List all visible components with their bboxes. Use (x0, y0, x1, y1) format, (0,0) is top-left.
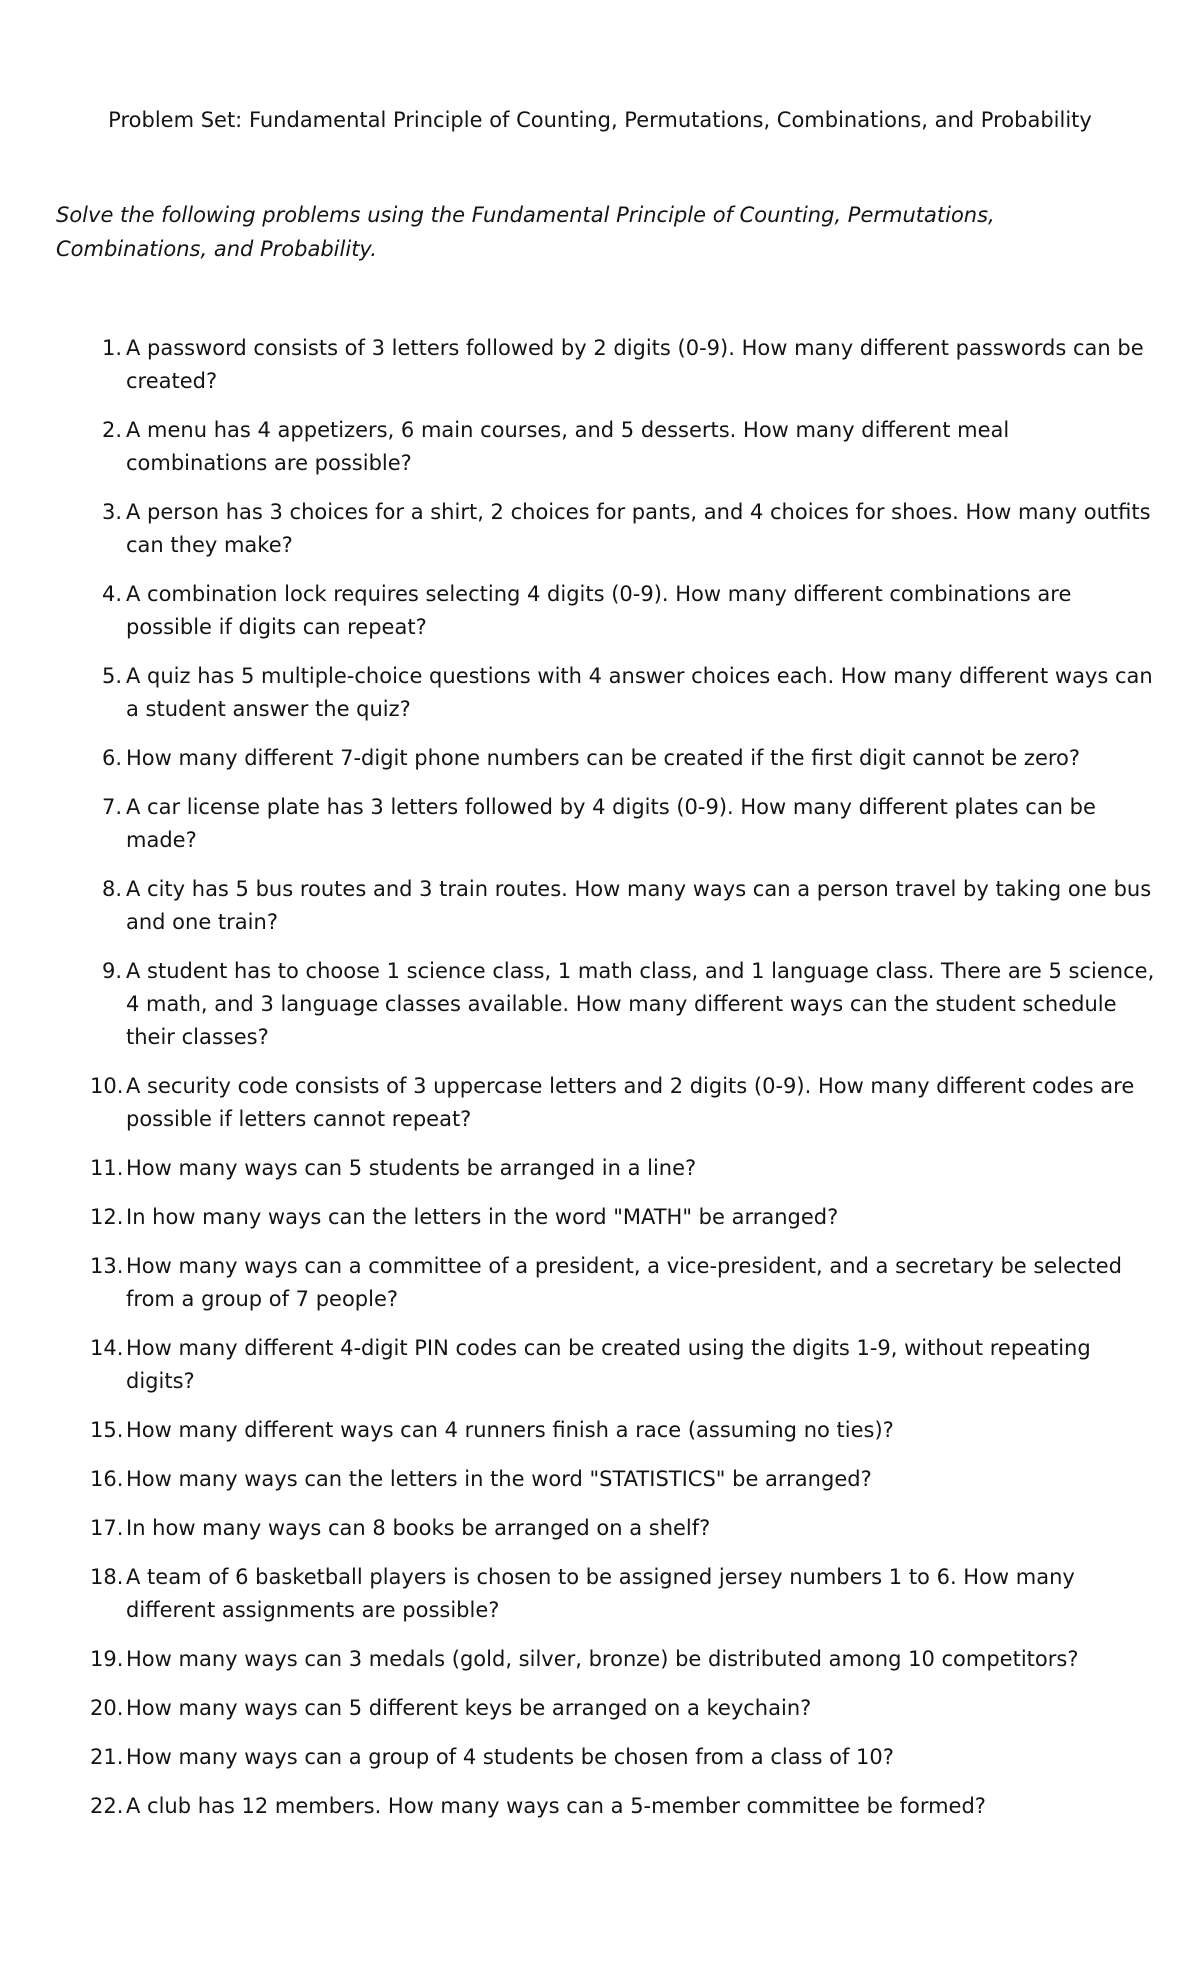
problem-number: 5. (101, 664, 122, 688)
problem-number: 19. (90, 1647, 124, 1671)
problem-item (0, 742, 1156, 775)
problem-text: A car license plate has 3 letters followed by 4 digits (0-9). How many different plates can be made? (126, 795, 1096, 852)
problem-number: 11. (90, 1156, 124, 1180)
problem-item (0, 1414, 1156, 1447)
problem-text: How many ways can 5 students be arranged in a line? (126, 1156, 697, 1180)
problem-text: A security code consists of 3 uppercase letters and 2 digits (0-9). How many different codes are possible if letters cannot repeat? (126, 1074, 1135, 1131)
problem-item (0, 660, 1156, 726)
problem-number: 6. (101, 746, 122, 770)
problem-item (0, 791, 1156, 857)
problem-number: 4. (101, 582, 122, 606)
problem-number: 16. (90, 1467, 124, 1491)
problem-text: A menu has 4 appetizers, 6 main courses, and 5 desserts. How many different meal combinations are possible? (126, 418, 1010, 475)
problem-item (0, 1741, 1156, 1774)
problem-text: A student has to choose 1 science class, 1 math class, and 1 language class. There are 5 science, 4 math, and 3 language classes available. How many different ways can the student schedule their classes? (126, 959, 1155, 1049)
problem-number: 2. (101, 418, 122, 442)
problem-item (0, 1152, 1156, 1185)
problem-item (0, 1332, 1156, 1398)
problem-item (0, 873, 1156, 939)
problem-number: 14. (90, 1336, 124, 1360)
problem-text: How many different ways can 4 runners finish a race (assuming no ties)? (126, 1418, 894, 1442)
document-title: Problem Set: Fundamental Principle of Counting, Permutations, Combinations, and Probability (108, 108, 1092, 132)
problem-number: 15. (90, 1418, 124, 1442)
problem-number: 10. (90, 1074, 124, 1098)
problem-text: How many ways can 3 medals (gold, silver, bronze) be distributed among 10 competitors? (126, 1647, 1079, 1671)
problem-text: A team of 6 basketball players is chosen to be assigned jersey numbers 1 to 6. How many different assignments are possible? (126, 1565, 1075, 1622)
problem-text: A quiz has 5 multiple-choice questions with 4 answer choices each. How many different ways can a student answer the quiz? (126, 664, 1153, 721)
problem-number: 3. (101, 500, 122, 524)
problem-text: How many different 4-digit PIN codes can be created using the digits 1-9, without repeating digits? (126, 1336, 1091, 1393)
problem-list (0, 332, 1200, 1839)
problem-text: A combination lock requires selecting 4 digits (0-9). How many different combinations are possible if digits can repeat? (126, 582, 1072, 639)
problem-text: How many ways can 5 different keys be arranged on a keychain? (126, 1696, 812, 1720)
problem-item (0, 1201, 1156, 1234)
problem-item (0, 1790, 1156, 1823)
problem-item (0, 578, 1156, 644)
problem-number: 12. (90, 1205, 124, 1229)
problem-item (0, 1643, 1156, 1676)
problem-text: How many ways can the letters in the word "STATISTICS" be arranged? (126, 1467, 872, 1491)
problem-number: 7. (101, 795, 122, 819)
problem-number: 9. (101, 959, 122, 983)
problem-text: A person has 3 choices for a shirt, 2 choices for pants, and 4 choices for shoes. How many outfits can they make? (126, 500, 1151, 557)
problem-number: 18. (90, 1565, 124, 1589)
problem-number: 13. (90, 1254, 124, 1278)
problem-text: How many ways can a committee of a president, a vice-president, and a secretary be selected from a group of 7 people? (126, 1254, 1123, 1311)
problem-text: In how many ways can the letters in the word "MATH" be arranged? (126, 1205, 839, 1229)
problem-number: 17. (90, 1516, 124, 1540)
problem-text: A city has 5 bus routes and 3 train routes. How many ways can a person travel by taking one bus and one train? (126, 877, 1152, 934)
problem-number: 20. (90, 1696, 124, 1720)
problem-number: 8. (101, 877, 122, 901)
problem-number: 1. (101, 336, 122, 360)
problem-item (0, 332, 1156, 398)
problem-text: A password consists of 3 letters followed by 2 digits (0-9). How many different passwords can be created? (126, 336, 1144, 393)
problem-item (0, 1250, 1156, 1316)
problem-item (0, 1561, 1156, 1627)
instructions-text: Solve the following problems using the Fundamental Principle of Counting, Permutations, Combinations, and Probability. (56, 203, 995, 261)
problem-text: How many ways can a group of 4 students be chosen from a class of 10? (126, 1745, 894, 1769)
problem-text: In how many ways can 8 books be arranged on a shelf? (126, 1516, 711, 1540)
problem-item (0, 1692, 1156, 1725)
problem-text: A club has 12 members. How many ways can a 5-member committee be formed? (126, 1794, 986, 1818)
problem-number: 22. (90, 1794, 124, 1818)
problem-item (0, 496, 1156, 562)
problem-item (0, 1512, 1156, 1545)
problem-item (0, 1463, 1156, 1496)
problem-item (0, 955, 1156, 1054)
problem-text: How many different 7-digit phone numbers can be created if the first digit cannot be zero? (126, 746, 1081, 770)
problem-item (0, 1070, 1156, 1136)
problem-item (0, 414, 1156, 480)
problem-number: 21. (90, 1745, 124, 1769)
